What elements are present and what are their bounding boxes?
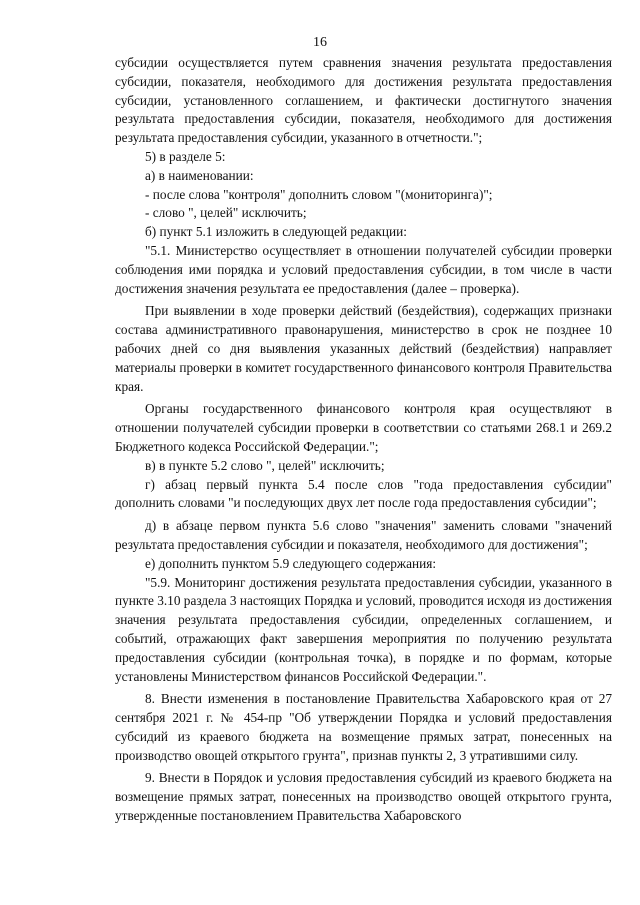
paragraph-clause-5-1: "5.1. Министерство осуществляет в отношении получателей субсидии проверки соблюдения ими порядка и условий предоставления субсидии, в том числе в части достижения значения результата ее предоставления (далее – проверка).	[115, 242, 612, 296]
paragraph-item-a: а) в наименовании:	[145, 167, 254, 183]
paragraph-item-e: е) дополнить пунктом 5.9 следующего содержания:	[145, 555, 437, 571]
paragraph-control-bodies: Органы государственного финансового контроля края осуществляют в отношении получателей субсидии проверки в соответствии со статьями 268.1 и 269.2 Бюджетного кодекса Российской Федерации.";	[115, 401, 612, 454]
document-body	[115, 54, 612, 826]
paragraph-item-b: б) пункт 5.1 изложить в следующей редакции:	[145, 224, 407, 240]
paragraph-item-g: г) абзац первый пункта 5.4 после слов "года предоставления субсидии" дополнить словами "и последующих двух лет после года предоставления субсидии";	[115, 476, 612, 511]
page-number: 16	[313, 35, 327, 50]
paragraph-dash-1: - после слова "контроля" дополнить словом "(мониторинга)";	[145, 186, 493, 202]
paragraph-point-8: 8. Внести изменения в постановление Правительства Хабаровского края от 27 сентября 2021 г. № 454-пр "Об утверждении Порядка и условий предоставления субсидий из краевого бюджета на возмещение прямых затрат, понесенных на производство овощей открытого грунта", признав пункты 2, 3 утратившими силу.	[115, 691, 612, 763]
paragraph-violations: При выявлении в ходе проверки действий (бездействия), содержащих признаки состава административного правонарушения, министерство в срок не позднее 10 рабочих дней со дня выявления указанных действий (бездействия) направляет материалы проверки в комитет государственного финансового контроля Правительства края.	[115, 303, 612, 394]
paragraph-point-9: 9. Внести в Порядок и условия предоставления субсидий из краевого бюджета на возмещение прямых затрат, понесенных на производство овощей открытого грунта, утвержденные постановлением Правительства Хабаровского	[115, 770, 612, 824]
paragraph-item-d: д) в абзаце первом пункта 5.6 слово "значения" заменить словами "значений результата предоставления субсидии и показателя, необходимого для достижения";	[115, 518, 612, 552]
paragraph-item-v: в) в пункте 5.2 слово ", целей" исключить;	[145, 457, 385, 473]
paragraph-clause-5-9: "5.9. Мониторинг достижения результата предоставления субсидии, указанного в пункте 3.10 раздела 3 настоящих Порядка и условий, проводится исходя из достижения значения результата предоставления субсидии, определенных соглашением, и событий, отражающих факт завершения мероприятия по получению результата предоставления субсидии (контрольная точка), в порядке и по формам, которые установлены Министерством финансов Российской Федерации.".	[115, 574, 612, 684]
paragraph-dash-2: - слово ", целей" исключить;	[145, 205, 307, 221]
paragraph-section-5: 5) в разделе 5:	[145, 148, 226, 164]
paragraph-continuation: субсидии осуществляется путем сравнения значения результата предоставления субсидии, показателя, необходимого для достижения результата предоставления субсидии, установленного соглашением, и фактически достигнутого значения результата предоставления субсидии, показателя, необходимого для достижения результата предоставления субсидии, указанного в отчетности.";	[115, 55, 612, 146]
